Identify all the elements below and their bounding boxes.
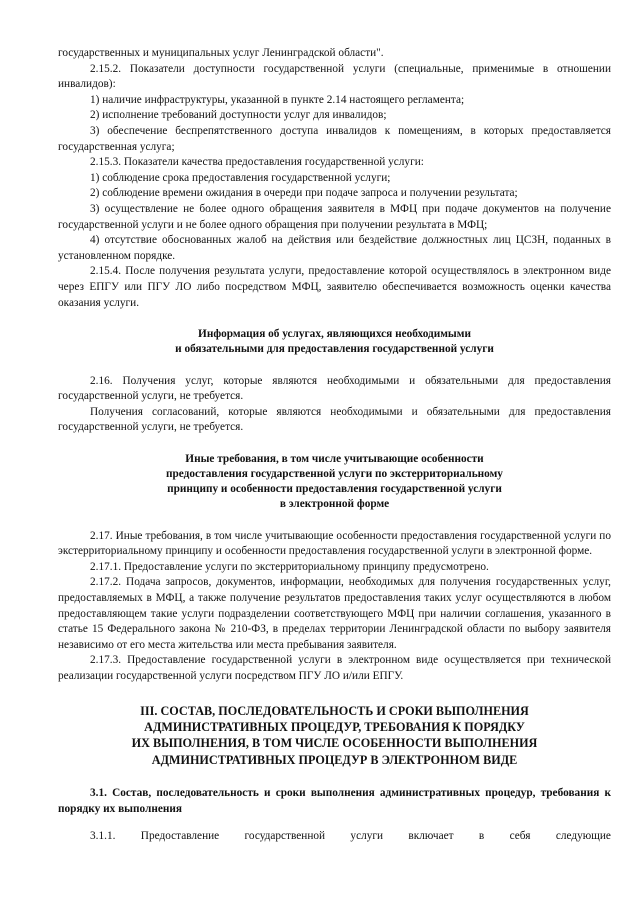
- section-heading-line: принципу и особенности предоставления государственной услуги: [167, 483, 502, 496]
- paragraph: 2.17.1. Предоставление услуги по экстерриториальному принципу предусмотрено.: [90, 560, 489, 573]
- last-line: [58, 829, 611, 845]
- word: Предоставление: [140, 830, 220, 843]
- chapter-heading-line: АДМИНИСТРАТИВНЫХ ПРОЦЕДУР В ЭЛЕКТРОННОМ ВИДЕ: [151, 752, 518, 767]
- paragraph: 2.15.2. Показатели доступности государственной услуги (специальные, применимые в отношении инвалидов):: [58, 62, 611, 91]
- list-item: 1) наличие инфраструктуры, указанной в пункте 2.14 настоящего регламента;: [90, 93, 465, 106]
- word: услуги: [350, 830, 384, 843]
- list-item: 4) отсутствие обоснованных жалоб на действия или бездействие должностных лиц ЦСЗН, поданных в установленном порядке.: [58, 234, 611, 262]
- list-item: 1) соблюдение срока предоставления государственной услуги;: [90, 171, 391, 184]
- paragraph: 2.17. Иные требования, в том числе учитывающие особенности предоставления государственной услуги по экстерриториальному принципу и особенности предоставления государственной услуги в электронной форме.: [58, 529, 611, 558]
- paragraph: 2.17.3. Предоставление государственной услуги в электронном виде осуществляется при технической реализации государственной услуги посредством ПГУ ЛО и/или ЕПГУ.: [58, 654, 611, 683]
- paragraph: 2.15.4. После получения результата услуги, предоставление которой осуществлялось в электронном виде через ЕПГУ или ПГУ ЛО либо посредством МФЦ, заявителю обеспечивается возможность оценки качества оказания услуги.: [58, 265, 611, 309]
- paragraph: государственных и муниципальных услуг Ленинградской области".: [58, 47, 384, 59]
- word: в: [478, 830, 485, 843]
- section-heading-line: Информация об услугах, являющихся необходимыми: [198, 328, 471, 341]
- chapter-heading-line: ИХ ВЫПОЛНЕНИЯ, В ТОМ ЧИСЛЕ ОСОБЕННОСТИ ВЫПОЛНЕНИЯ: [131, 736, 538, 751]
- paragraph: Получения согласований, которые являются необходимыми и обязательными для предоставления государственной услуги, не требуется.: [58, 405, 611, 434]
- word: 3.1.1.: [90, 830, 116, 843]
- word: государственной: [244, 830, 326, 843]
- list-item: 2) исполнение требований доступности услуг для инвалидов;: [90, 109, 387, 122]
- section-heading-line: предоставления государственной услуги по экстерриториальному: [166, 468, 503, 481]
- word: себя: [509, 830, 531, 843]
- chapter-heading-line: АДМИНИСТРАТИВНЫХ ПРОЦЕДУР, ТРЕБОВАНИЯ К ПОРЯДКУ: [144, 720, 525, 735]
- word: включает: [408, 830, 454, 843]
- subsection-heading: 3.1. Состав, последовательность и сроки выполнения административных процедур, требования к порядку их выполнения: [58, 787, 611, 815]
- section-heading-line: в электронной форме: [279, 498, 390, 511]
- section-heading-line: Иные требования, в том числе учитывающие особенности: [185, 452, 484, 465]
- list-item: 2) соблюдение времени ожидания в очереди при подаче запроса и получении результата;: [90, 187, 518, 200]
- paragraph: 2.17.2. Подача запросов, документов, информации, необходимых для получения государственных услуг, предоставляемых в МФЦ, а также получение результатов предоставления таких услуг осуществляются в любом предоставляющем такие услуги подразделении соответствующего МФЦ при наличии соглашения, указанного в статье 15 Федерального закона № 210-ФЗ, в пределах территории Ленинградской области по выбору заявителя независимо от его места жительства или места пребывания заявителя.: [58, 576, 611, 651]
- word: следующие: [555, 830, 611, 843]
- paragraph: 2.15.3. Показатели качества предоставления государственной услуги:: [90, 156, 424, 169]
- chapter-heading-line: III. СОСТАВ, ПОСЛЕДОВАТЕЛЬНОСТЬ И СРОКИ ВЫПОЛНЕНИЯ: [140, 703, 529, 718]
- list-item: 3) осуществление не более одного обращения заявителя в МФЦ при подаче документов на получение государственной услуги и не более одного обращения при получении результата в МФЦ;: [58, 202, 611, 231]
- document-page: [58, 46, 611, 845]
- section-heading-line: и обязательными для предоставления государственной услуги: [175, 343, 494, 356]
- paragraph: 2.16. Получения услуг, которые являются необходимыми и обязательными для предоставления государственной услуги, не требуется.: [58, 374, 611, 403]
- list-item: 3) обеспечение беспрепятственного доступа инвалидов к помещениям, в которых предоставляется государственная услуга;: [58, 124, 611, 153]
